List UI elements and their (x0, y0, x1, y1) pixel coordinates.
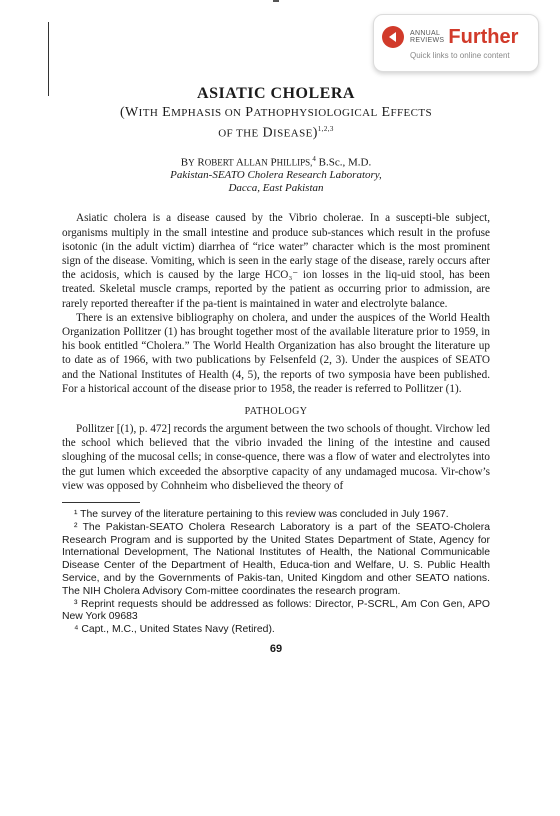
footnote-rule (62, 502, 140, 503)
footnote-1: ¹ The survey of the literature pertaining to this review was concluded in July 1967. (74, 508, 449, 520)
margin-line (48, 22, 49, 96)
article-page (62, 84, 490, 655)
top-mark (273, 0, 279, 2)
article-subtitle: (WITH EMPHASIS ON PATHOPHYSIOLOGICAL EFFECTS OF THE DISEASE)$^{1,2,3}$ (119, 105, 433, 141)
paragraph-intro: Asiatic cholera is a disease caused by the Vibrio cholerae. In a suscepti-ble subject, organisms multiply in the small intestine and produce sub-stances which result in the profuse isotonic (in the adult victim) diarrhea of “rice water” character which is the most prominent sign of the disease. Vomiting, which is seen in the early stage of the disease, rarely occurs after the acidosis, which is caused by the large HCO₃⁻ ion losses in the liq-uid stool, has been treated. Skeletal muscle cramps, reported by the patient as occurring prior to admission, are rarely reported thereafter if the pa-tient is maintained in water and electrolyte balance. (62, 212, 490, 310)
page-number: 69 (269, 642, 283, 655)
annual-reviews-further-badge[interactable] (373, 14, 539, 72)
author-affiliation-line2: Dacca, East Pakistan (228, 182, 324, 195)
brand-stack (410, 30, 448, 44)
article-title: ASIATIC CHOLERA (197, 85, 355, 102)
footnote-2: ² The Pakistan-SEATO Cholera Research Laboratory is a part of the SEATO-Cholera Research Program and is supported by the United States Department of State, Agency for International Development, The National Institutes of Health, the National Communicable Disease Center of the Department of Health, Educa-tion and Welfare, U. S. Public Health Service, and by the Governments of Pakis-tan, United Kingdom and other SEATO nations. The NIH Cholera Advisory Com-mittee coordinates the research program. (62, 521, 490, 597)
brand-further: Further (448, 26, 519, 48)
paragraph-bibliography: There is an extensive bibliography on cholera, and under the auspices of the World Health Organization Pollitzer (1) has brought together most of the available literature prior to 1959, in his book entitled “Cholera.” The World Health Organization has also brought the literature up to date as of 1966, with two publications by Felsenfeld (2, 3). Under the auspices of SEATO and the National Institutes of Health (4, 5), the reports of two symposia have been published. For a historical account of the disease prior to 1958, the reader is referred to Pollitzer (1). (62, 311, 490, 395)
speaker-icon (382, 26, 404, 48)
author-affiliation-line1: Pakistan-SEATO Cholera Research Laboratory, (170, 169, 382, 182)
section-heading-pathology: PATHOLOGY (244, 405, 308, 417)
footnote-3: ³ Reprint requests should be addressed as follows: Director, P-SCRL, Am Con Gen, APO New York 09683 (62, 598, 490, 623)
badge-subtitle: Quick links to online content (410, 51, 510, 60)
footnote-4: ⁴ Capt., M.C., United States Navy (Retired). (74, 624, 275, 636)
brand-annual: ANNUAL (410, 30, 441, 37)
article-author: BY ROBERT ALLAN PHILLIPS,$^4$ B.Sc., M.D. (180, 154, 372, 169)
brand-reviews: REVIEWS (410, 37, 445, 44)
paragraph-pathology: Pollitzer [(1), p. 472] records the argument between the two schools of thought. Virchow led the school which believed that the vibrio invaded the lining of the intestine and caused sloughing of the mucosal cells; in conse-quence, there was a flow of water and electrolytes into the gut lumen which exceeded the absorptive capacity of any undamaged mucosa. Vir-chow’s view was opposed by Cohnheim who disbelieved the theory of (62, 422, 490, 492)
